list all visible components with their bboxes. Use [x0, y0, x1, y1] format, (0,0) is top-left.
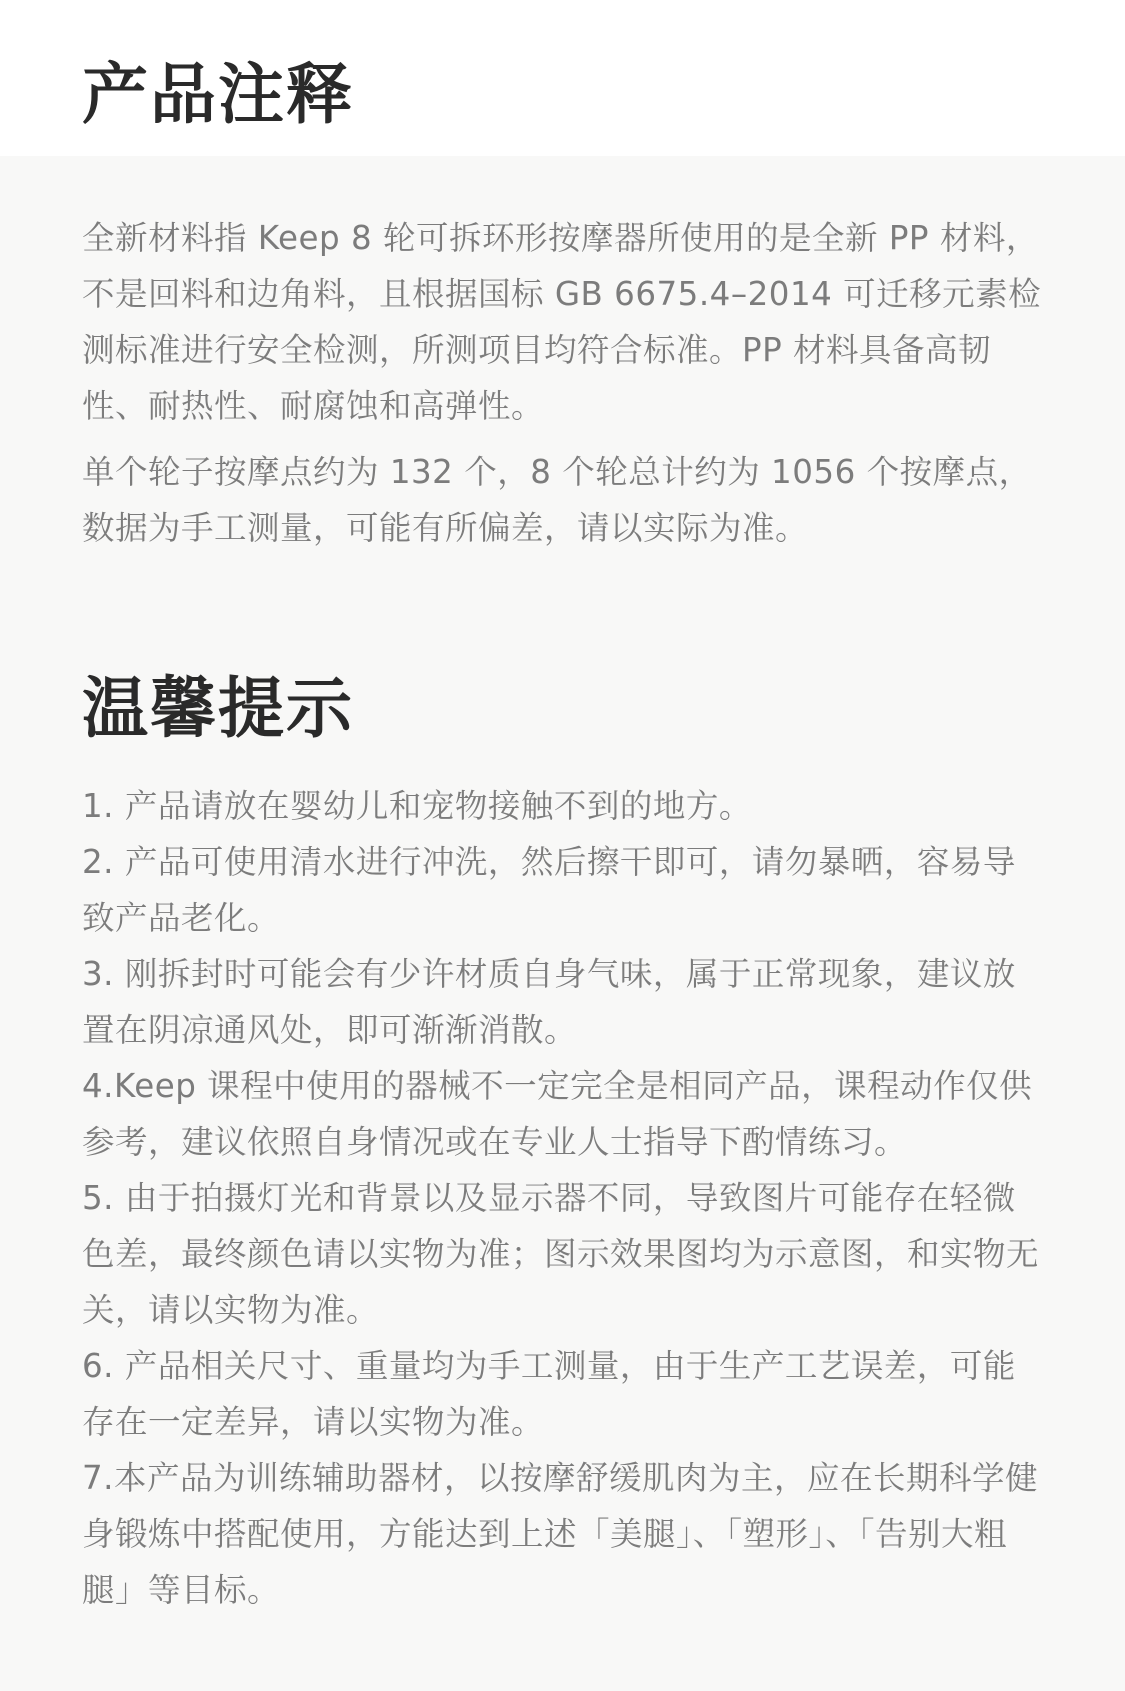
header-band [0, 0, 1125, 156]
tips-title: 温馨提示 [82, 670, 354, 747]
tip-item: 5. 由于拍摄灯光和背景以及显示器不同，导致图片可能存在轻微色差，最终颜色请以实物为准；图示效果图均为示意图，和实物无关，请以实物为准。 [82, 1179, 1040, 1329]
massage-point-note-paragraph: 单个轮子按摩点约为 132 个，8 个轮总计约为 1056 个按摩点，数据为手工测量，可能有所偏差，请以实际为准。 [82, 453, 1032, 547]
material-note-paragraph: 全新材料指 Keep 8 轮可拆环形按摩器所使用的是全新 PP 材料，不是回料和边角料，且根据国标 GB 6675.4–2014 可迁移元素检测标准进行安全检测，所测项目均符合标准。PP 材料具备高韧性、耐热性、耐腐蚀和高弹性。 [82, 219, 1042, 425]
tip-item: 6. 产品相关尺寸、重量均为手工测量，由于生产工艺误差，可能存在一定差异，请以实物为准。 [82, 1347, 1016, 1441]
tip-item: 3. 刚拆封时可能会有少许材质自身气味，属于正常现象，建议放置在阴凉通风处，即可渐渐消散。 [82, 955, 1016, 1049]
tip-item: 1. 产品请放在婴幼儿和宠物接触不到的地方。 [82, 787, 752, 825]
content-area [0, 156, 1125, 1691]
tips-list [82, 778, 1042, 1618]
product-notes-title: 产品注释 [82, 56, 354, 133]
tip-item: 4.Keep 课程中使用的器械不一定完全是相同产品，课程动作仅供参考，建议依照自身情况或在专业人士指导下酌情练习。 [82, 1067, 1033, 1161]
tip-item: 7.本产品为训练辅助器材，以按摩舒缓肌肉为主，应在长期科学健身锻炼中搭配使用，方能达到上述「美腿」、「塑形」、「告别大粗腿」等目标。 [82, 1459, 1039, 1609]
tip-item: 2. 产品可使用清水进行冲洗，然后擦干即可，请勿暴晒，容易导致产品老化。 [82, 843, 1016, 937]
